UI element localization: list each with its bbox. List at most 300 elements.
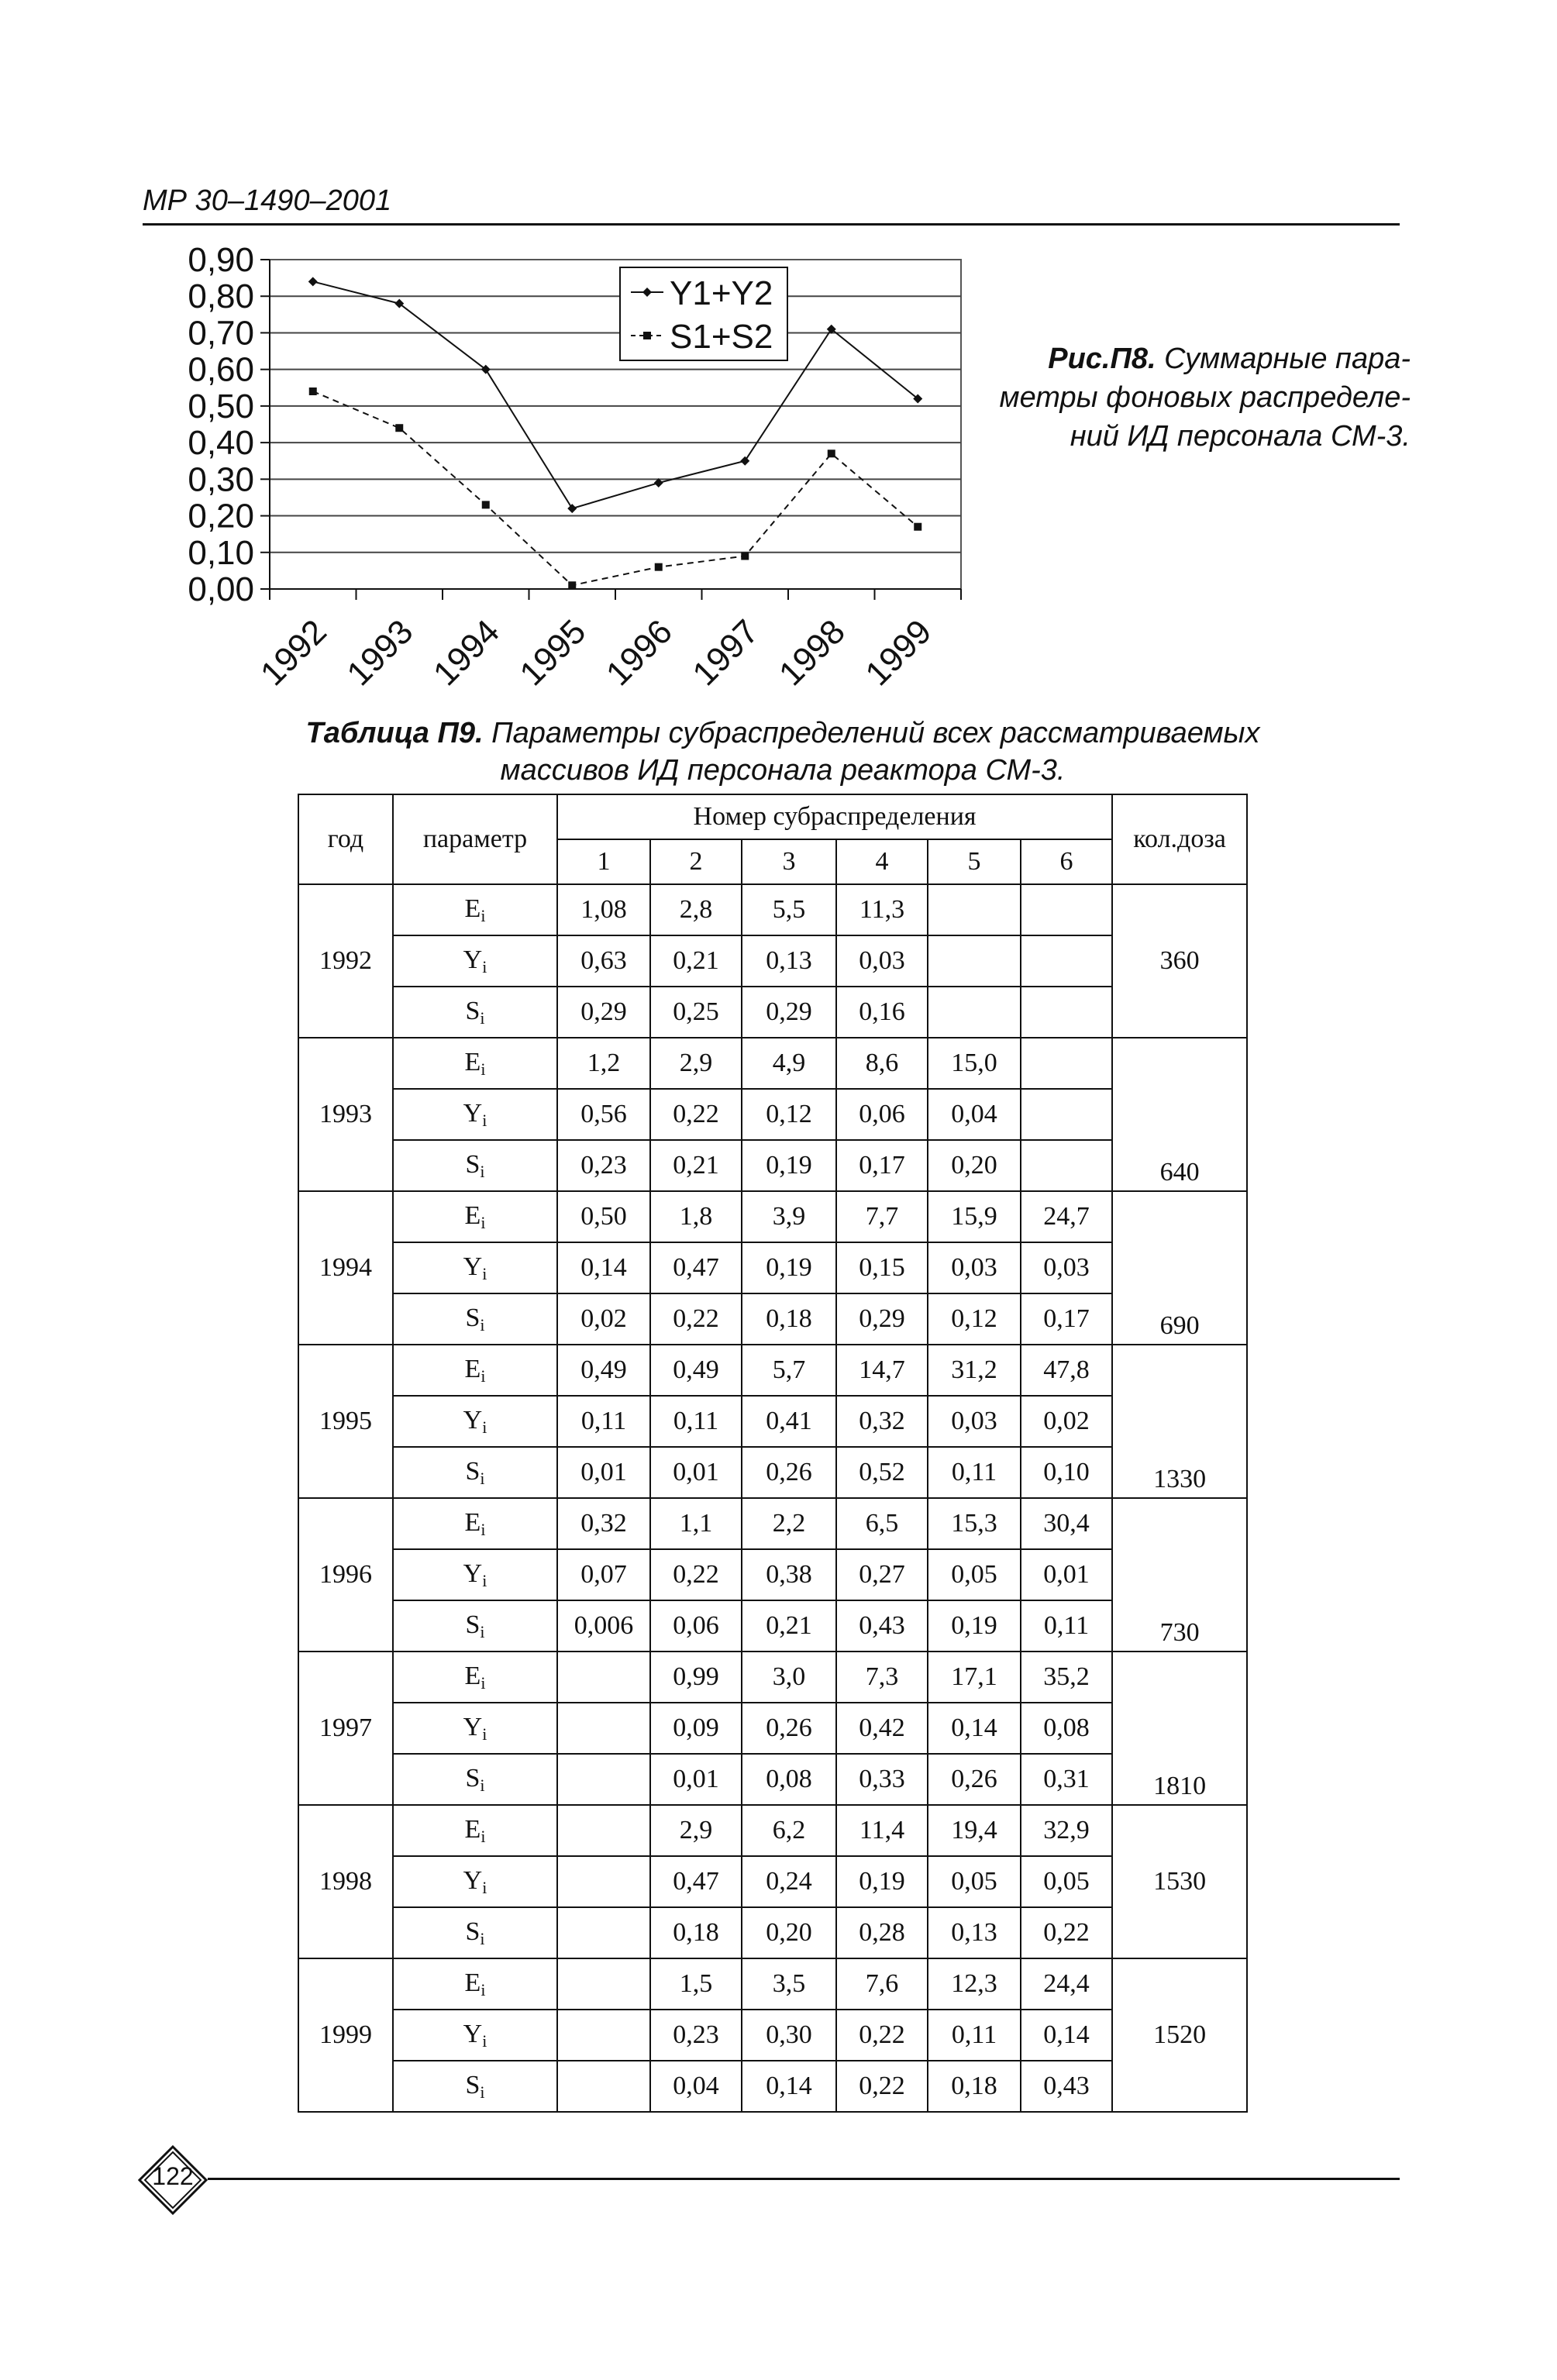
- value-cell: 0,19: [742, 1242, 836, 1293]
- value-cell: [557, 1703, 650, 1754]
- chart-series-group: [308, 277, 923, 589]
- value-cell: 0,31: [1021, 1754, 1112, 1805]
- param-cell: [393, 1549, 557, 1600]
- value-cell: [928, 935, 1021, 987]
- value-cell: 0,29: [557, 987, 650, 1038]
- figure-caption: [977, 339, 1411, 456]
- value-cell: 0,04: [650, 2061, 742, 2112]
- table-row: [298, 2061, 1247, 2112]
- value-cell: 0,02: [557, 1293, 650, 1345]
- param-subscript: i: [482, 1724, 487, 1744]
- table-row: [298, 2010, 1247, 2061]
- x-tick-label: 1993: [339, 612, 421, 694]
- figure-caption-text: Суммарные пара-метры фоновых распределе-ний ИД персонала СМ-3.: [999, 343, 1411, 453]
- value-cell: 0,14: [928, 1703, 1021, 1754]
- value-cell: 2,9: [650, 1038, 742, 1089]
- value-cell: 6,5: [836, 1498, 928, 1549]
- table-row: [298, 935, 1247, 987]
- value-cell: 8,6: [836, 1038, 928, 1089]
- param-cell: [393, 1958, 557, 2010]
- value-cell: 0,32: [557, 1498, 650, 1549]
- data-point-s1-s2: [828, 449, 835, 457]
- value-cell: [557, 2061, 650, 2112]
- y-tick-label: 0,20: [188, 497, 254, 536]
- value-cell: 5,5: [742, 884, 836, 935]
- value-cell: 0,03: [836, 935, 928, 987]
- param-cell: [393, 1498, 557, 1549]
- y-tick-label: 0,60: [188, 350, 254, 389]
- param-cell: [393, 1856, 557, 1907]
- param-symbol: E: [464, 1354, 481, 1383]
- value-cell: 0,26: [928, 1754, 1021, 1805]
- y-tick-label: 0,10: [188, 533, 254, 572]
- value-cell: 3,0: [742, 1652, 836, 1703]
- param-cell: [393, 1089, 557, 1140]
- value-cell: 17,1: [928, 1652, 1021, 1703]
- param-symbol: E: [464, 1814, 481, 1844]
- param-cell: [393, 1396, 557, 1447]
- x-tick-label: 1995: [512, 612, 594, 694]
- param-symbol: S: [465, 996, 481, 1025]
- table-caption-label: Таблица П9.: [305, 717, 484, 749]
- value-cell: 1,5: [650, 1958, 742, 2010]
- value-cell: 0,05: [1021, 1856, 1112, 1907]
- value-cell: 15,0: [928, 1038, 1021, 1089]
- value-cell: 1,1: [650, 1498, 742, 1549]
- param-symbol: S: [465, 1610, 481, 1639]
- value-cell: 0,49: [557, 1345, 650, 1396]
- table-row: [298, 1703, 1247, 1754]
- value-cell: 7,7: [836, 1191, 928, 1242]
- value-cell: 15,3: [928, 1498, 1021, 1549]
- value-cell: 0,26: [742, 1703, 836, 1754]
- param-subscript: i: [482, 1263, 487, 1283]
- table-row: [298, 1754, 1247, 1805]
- param-symbol: E: [464, 1200, 481, 1230]
- year-cell: 1999: [298, 1958, 393, 2112]
- col-dose-header: кол.доза: [1112, 794, 1247, 884]
- value-cell: 0,23: [650, 2010, 742, 2061]
- chart-legend: [620, 267, 787, 360]
- value-cell: 15,9: [928, 1191, 1021, 1242]
- value-cell: 0,23: [557, 1140, 650, 1191]
- value-cell: 24,4: [1021, 1958, 1112, 2010]
- param-subscript: i: [480, 1468, 485, 1488]
- value-cell: 0,11: [1021, 1600, 1112, 1652]
- dose-cell: 1520: [1112, 1958, 1247, 2112]
- value-cell: 0,12: [742, 1089, 836, 1140]
- data-point-s1-s2: [741, 553, 749, 560]
- sub-number-header: 6: [1021, 839, 1112, 884]
- value-cell: 0,22: [650, 1549, 742, 1600]
- value-cell: 0,41: [742, 1396, 836, 1447]
- table-row: [298, 1958, 1247, 2010]
- value-cell: 3,9: [742, 1191, 836, 1242]
- data-point-y1-y2: [567, 504, 577, 513]
- param-subscript: i: [482, 1570, 487, 1590]
- data-point-s1-s2: [482, 501, 490, 508]
- value-cell: 0,06: [650, 1600, 742, 1652]
- data-point-y1-y2: [740, 456, 749, 466]
- value-cell: 0,47: [650, 1856, 742, 1907]
- dose-cell: 1330: [1112, 1345, 1247, 1498]
- value-cell: [1021, 1140, 1112, 1191]
- table-row: [298, 884, 1247, 935]
- param-subscript: i: [482, 956, 487, 976]
- y-tick-label: 0,70: [188, 314, 254, 353]
- value-cell: 1,2: [557, 1038, 650, 1089]
- param-subscript: i: [481, 1979, 486, 1999]
- value-cell: 0,13: [742, 935, 836, 987]
- param-symbol: E: [464, 894, 481, 923]
- value-cell: 32,9: [1021, 1805, 1112, 1856]
- value-cell: 0,42: [836, 1703, 928, 1754]
- value-cell: 0,43: [836, 1600, 928, 1652]
- value-cell: 0,01: [557, 1447, 650, 1498]
- value-cell: 0,10: [1021, 1447, 1112, 1498]
- col-year-header: год: [298, 794, 393, 884]
- value-cell: 0,02: [1021, 1396, 1112, 1447]
- param-subscript: i: [481, 1826, 486, 1846]
- param-cell: [393, 935, 557, 987]
- y-tick-label: 0,80: [188, 277, 254, 316]
- param-symbol: S: [465, 1303, 481, 1332]
- value-cell: 47,8: [1021, 1345, 1112, 1396]
- value-cell: 0,29: [836, 1293, 928, 1345]
- value-cell: 0,18: [650, 1907, 742, 1958]
- table-row: [298, 1191, 1247, 1242]
- value-cell: 1,08: [557, 884, 650, 935]
- value-cell: 0,27: [836, 1549, 928, 1600]
- value-cell: 0,20: [742, 1907, 836, 1958]
- value-cell: 1,8: [650, 1191, 742, 1242]
- value-cell: 0,21: [650, 935, 742, 987]
- value-cell: 0,05: [928, 1549, 1021, 1600]
- param-cell: [393, 987, 557, 1038]
- value-cell: 0,17: [836, 1140, 928, 1191]
- value-cell: 0,08: [742, 1754, 836, 1805]
- dose-cell: 1810: [1112, 1652, 1247, 1805]
- param-symbol: Y: [463, 2019, 483, 2048]
- value-cell: 0,38: [742, 1549, 836, 1600]
- table-row: [298, 1038, 1247, 1089]
- value-cell: 19,4: [928, 1805, 1021, 1856]
- param-symbol: Y: [463, 945, 483, 974]
- value-cell: 0,05: [928, 1856, 1021, 1907]
- y-tick-label: 0,90: [188, 241, 254, 279]
- value-cell: 12,3: [928, 1958, 1021, 2010]
- dose-cell: 640: [1112, 1038, 1247, 1191]
- value-cell: 0,99: [650, 1652, 742, 1703]
- value-cell: [557, 1754, 650, 1805]
- chart-gridlines: [270, 260, 961, 589]
- value-cell: 2,8: [650, 884, 742, 935]
- param-cell: [393, 1038, 557, 1089]
- param-cell: [393, 2061, 557, 2112]
- page-number: 122: [152, 2162, 194, 2190]
- value-cell: 0,24: [742, 1856, 836, 1907]
- value-cell: 0,28: [836, 1907, 928, 1958]
- legend-square-icon: [643, 332, 651, 339]
- param-cell: [393, 1447, 557, 1498]
- year-cell: 1993: [298, 1038, 393, 1191]
- dose-cell: 360: [1112, 884, 1247, 1038]
- data-point-s1-s2: [309, 387, 317, 395]
- param-cell: [393, 2010, 557, 2061]
- value-cell: 0,006: [557, 1600, 650, 1652]
- value-cell: 0,19: [836, 1856, 928, 1907]
- legend-label: Y1+Y2: [670, 274, 773, 312]
- value-cell: 0,03: [928, 1396, 1021, 1447]
- value-cell: 0,01: [650, 1754, 742, 1805]
- value-cell: 0,07: [557, 1549, 650, 1600]
- param-symbol: Y: [463, 1252, 483, 1281]
- value-cell: 3,5: [742, 1958, 836, 2010]
- param-subscript: i: [482, 1877, 487, 1897]
- value-cell: 0,49: [650, 1345, 742, 1396]
- value-cell: [557, 1805, 650, 1856]
- value-cell: [1021, 935, 1112, 987]
- value-cell: 0,14: [742, 2061, 836, 2112]
- value-cell: 0,08: [1021, 1703, 1112, 1754]
- param-subscript: i: [480, 1007, 485, 1028]
- value-cell: 0,30: [742, 2010, 836, 2061]
- param-cell: [393, 1703, 557, 1754]
- value-cell: [1021, 987, 1112, 1038]
- param-cell: [393, 1805, 557, 1856]
- value-cell: 0,52: [836, 1447, 928, 1498]
- table-row: [298, 1652, 1247, 1703]
- param-symbol: Y: [463, 1559, 483, 1588]
- value-cell: 35,2: [1021, 1652, 1112, 1703]
- value-cell: 0,22: [650, 1089, 742, 1140]
- data-point-s1-s2: [568, 581, 576, 589]
- param-cell: [393, 1754, 557, 1805]
- value-cell: 0,32: [836, 1396, 928, 1447]
- year-cell: 1992: [298, 884, 393, 1038]
- sub-number-header: 1: [557, 839, 650, 884]
- value-cell: 11,4: [836, 1805, 928, 1856]
- table-row: [298, 1345, 1247, 1396]
- value-cell: 0,22: [836, 2010, 928, 2061]
- table-row: [298, 1293, 1247, 1345]
- param-subscript: i: [481, 905, 486, 925]
- value-cell: 0,20: [928, 1140, 1021, 1191]
- param-symbol: S: [465, 1456, 481, 1486]
- data-point-s1-s2: [655, 563, 663, 571]
- series-line-s1-s2: [313, 391, 918, 585]
- table-row: [298, 1600, 1247, 1652]
- table-row: [298, 1549, 1247, 1600]
- x-tick-label: 1997: [685, 612, 766, 694]
- year-cell: 1996: [298, 1498, 393, 1652]
- value-cell: 0,47: [650, 1242, 742, 1293]
- value-cell: 0,11: [928, 1447, 1021, 1498]
- value-cell: 5,7: [742, 1345, 836, 1396]
- value-cell: 0,13: [928, 1907, 1021, 1958]
- value-cell: 24,7: [1021, 1191, 1112, 1242]
- value-cell: 0,56: [557, 1089, 650, 1140]
- value-cell: 0,16: [836, 987, 928, 1038]
- param-symbol: E: [464, 1507, 481, 1537]
- value-cell: 0,33: [836, 1754, 928, 1805]
- param-cell: [393, 1600, 557, 1652]
- param-cell: [393, 1242, 557, 1293]
- value-cell: 0,14: [1021, 2010, 1112, 2061]
- value-cell: 0,43: [1021, 2061, 1112, 2112]
- value-cell: 0,01: [1021, 1549, 1112, 1600]
- y-tick-label: 0,50: [188, 387, 254, 425]
- value-cell: 0,11: [928, 2010, 1021, 2061]
- param-subscript: i: [480, 1928, 485, 1948]
- value-cell: 7,3: [836, 1652, 928, 1703]
- col-param-header: параметр: [393, 794, 557, 884]
- plot-area-frame: [270, 260, 961, 589]
- value-cell: 0,11: [650, 1396, 742, 1447]
- value-cell: 0,03: [928, 1242, 1021, 1293]
- figure-caption-label: Рис.П8.: [1048, 343, 1156, 375]
- param-symbol: Y: [463, 1712, 483, 1741]
- x-tick-label: 1999: [858, 612, 939, 694]
- series-line-y1-y2: [313, 281, 918, 508]
- param-cell: [393, 1907, 557, 1958]
- value-cell: 30,4: [1021, 1498, 1112, 1549]
- value-cell: 0,14: [557, 1242, 650, 1293]
- value-cell: 14,7: [836, 1345, 928, 1396]
- value-cell: 0,22: [650, 1293, 742, 1345]
- dose-cell: 690: [1112, 1191, 1247, 1345]
- param-symbol: E: [464, 1047, 481, 1076]
- sub-number-header: 4: [836, 839, 928, 884]
- param-cell: [393, 1140, 557, 1191]
- sub-number-header: 3: [742, 839, 836, 884]
- y-tick-label: 0,40: [188, 424, 254, 463]
- value-cell: 2,2: [742, 1498, 836, 1549]
- value-cell: 0,11: [557, 1396, 650, 1447]
- footer-divider: [208, 2178, 1400, 2180]
- value-cell: 0,06: [836, 1089, 928, 1140]
- table-row: [298, 1498, 1247, 1549]
- value-cell: [928, 884, 1021, 935]
- value-cell: 4,9: [742, 1038, 836, 1089]
- value-cell: [1021, 884, 1112, 935]
- year-cell: 1994: [298, 1191, 393, 1345]
- param-subscript: i: [480, 1621, 485, 1641]
- param-cell: [393, 1345, 557, 1396]
- year-cell: 1998: [298, 1805, 393, 1958]
- x-tick-label: 1998: [771, 612, 853, 694]
- document-code: МР 30–1490–2001: [143, 184, 392, 217]
- value-cell: [1021, 1038, 1112, 1089]
- value-cell: [557, 1652, 650, 1703]
- param-subscript: i: [481, 1366, 486, 1386]
- table-row: [298, 1447, 1247, 1498]
- param-symbol: S: [465, 1917, 481, 1946]
- table-body: [298, 884, 1247, 2112]
- param-symbol: S: [465, 1763, 481, 1793]
- y-tick-label: 0,00: [188, 570, 254, 608]
- value-cell: 0,22: [836, 2061, 928, 2112]
- value-cell: 0,26: [742, 1447, 836, 1498]
- param-subscript: i: [481, 1519, 486, 1539]
- param-subscript: i: [480, 1775, 485, 1795]
- dose-cell: 1530: [1112, 1805, 1247, 1958]
- table-row: [298, 1805, 1247, 1856]
- param-subscript: i: [480, 1161, 485, 1181]
- table-row: [298, 1396, 1247, 1447]
- param-subscript: i: [481, 1059, 486, 1079]
- table-caption-text: Параметры субраспределений всех рассматриваемых массивов ИД персонала реактора СМ-3.: [491, 717, 1260, 787]
- param-symbol: Y: [463, 1865, 483, 1895]
- value-cell: 7,6: [836, 1958, 928, 2010]
- param-cell: [393, 1191, 557, 1242]
- subdistribution-table: [298, 794, 1248, 2113]
- value-cell: 0,17: [1021, 1293, 1112, 1345]
- table-caption: [295, 715, 1271, 789]
- data-point-s1-s2: [395, 424, 403, 432]
- value-cell: 0,09: [650, 1703, 742, 1754]
- value-cell: 0,12: [928, 1293, 1021, 1345]
- value-cell: 0,01: [650, 1447, 742, 1498]
- value-cell: 0,29: [742, 987, 836, 1038]
- value-cell: 0,19: [742, 1140, 836, 1191]
- param-subscript: i: [480, 1314, 485, 1335]
- legend-label: S1+S2: [670, 318, 773, 356]
- value-cell: 0,18: [928, 2061, 1021, 2112]
- data-point-y1-y2: [308, 277, 318, 286]
- param-subscript: i: [482, 2030, 487, 2051]
- year-cell: 1997: [298, 1652, 393, 1805]
- sub-number-header: 5: [928, 839, 1021, 884]
- table-row: [298, 1140, 1247, 1191]
- param-subscript: i: [481, 1212, 486, 1232]
- data-point-s1-s2: [914, 523, 921, 531]
- value-cell: 0,22: [1021, 1907, 1112, 1958]
- dose-cell: 730: [1112, 1498, 1247, 1652]
- y-axis: [188, 241, 270, 608]
- x-tick-label: 1996: [598, 612, 680, 694]
- value-cell: 0,25: [650, 987, 742, 1038]
- x-tick-label: 1994: [425, 612, 507, 694]
- param-symbol: Y: [463, 1098, 483, 1128]
- param-symbol: E: [464, 1968, 481, 1997]
- value-cell: [557, 2010, 650, 2061]
- value-cell: 0,18: [742, 1293, 836, 1345]
- value-cell: 0,63: [557, 935, 650, 987]
- param-symbol: S: [465, 2070, 481, 2099]
- param-symbol: E: [464, 1661, 481, 1690]
- value-cell: 11,3: [836, 884, 928, 935]
- col-group-header: Номер субраспределения: [557, 794, 1112, 839]
- param-cell: [393, 1652, 557, 1703]
- value-cell: [557, 1856, 650, 1907]
- table-row: [298, 1856, 1247, 1907]
- value-cell: 0,04: [928, 1089, 1021, 1140]
- x-axis: [253, 589, 961, 693]
- value-cell: 0,21: [650, 1140, 742, 1191]
- table-row: [298, 1242, 1247, 1293]
- param-subscript: i: [481, 1672, 486, 1693]
- value-cell: 6,2: [742, 1805, 836, 1856]
- y-tick-label: 0,30: [188, 460, 254, 499]
- value-cell: 0,15: [836, 1242, 928, 1293]
- param-cell: [393, 884, 557, 935]
- value-cell: [557, 1907, 650, 1958]
- sub-number-header: 2: [650, 839, 742, 884]
- value-cell: 0,03: [1021, 1242, 1112, 1293]
- value-cell: 2,9: [650, 1805, 742, 1856]
- table-header: [298, 794, 1247, 884]
